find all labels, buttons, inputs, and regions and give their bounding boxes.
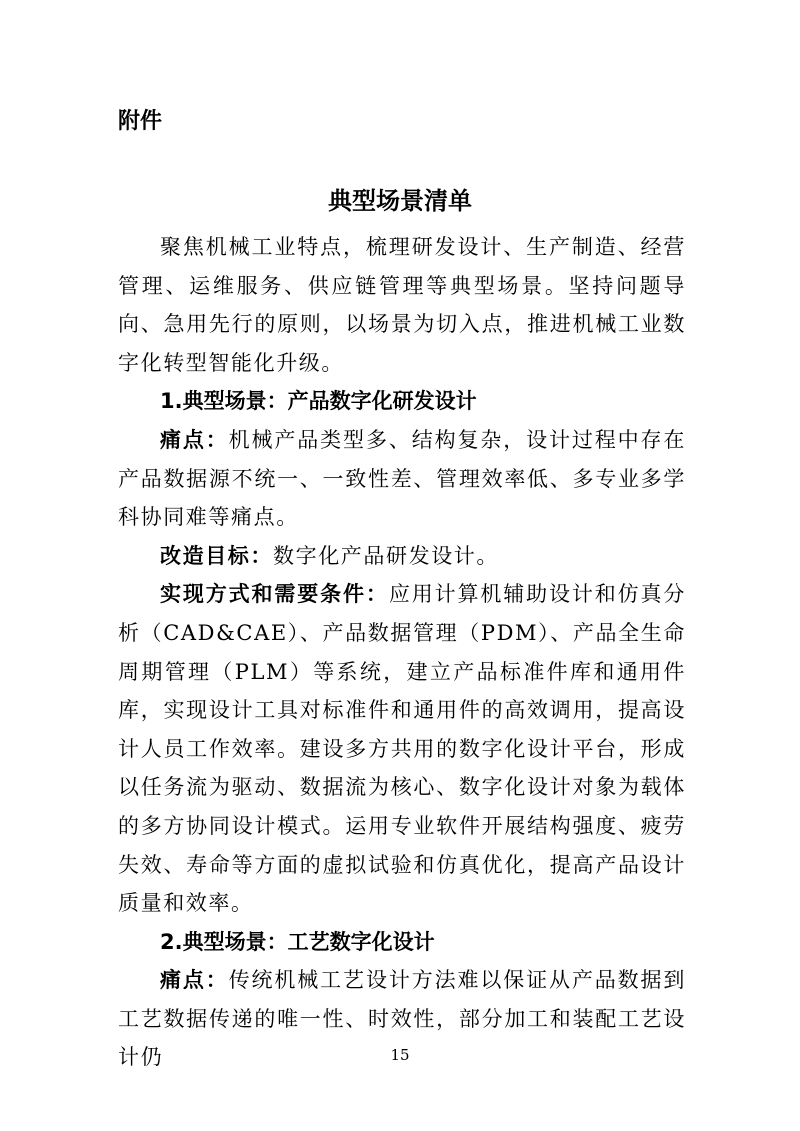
section-1-pain-paragraph	[118, 421, 686, 537]
section-1-method-paragraph	[118, 575, 686, 922]
section-1-goal-text: 数字化产品研发设计。	[273, 543, 499, 568]
section-1-pain-text: 机械产品类型多、结构复杂，设计过程中存在产品数据源不统一、一致性差、管理效率低、多专业多学科协同难等痛点。	[118, 427, 686, 530]
intro-paragraph: 聚焦机械工业特点，梳理研发设计、生产制造、经营管理、运维服务、供应链管理等典型场景。坚持问题导向、急用先行的原则，以场景为切入点，推进机械工业数字化转型智能化升级。	[118, 235, 686, 375]
attachment-label: 附件	[118, 109, 163, 134]
section-2-pain-label: 痛点：	[160, 967, 229, 993]
page-title: 典型场景清单	[328, 186, 472, 215]
section-2-heading: 2.典型场景：工艺数字化设计	[160, 929, 435, 954]
page-number: 15	[390, 1046, 410, 1064]
section-1-method-label: 实现方式和需要条件：	[160, 581, 389, 607]
section-1-goal-label: 改造目标：	[160, 542, 273, 568]
section-1-goal-paragraph	[118, 537, 686, 576]
document-body	[118, 228, 686, 1077]
section-1-method-text: 应用计算机辅助设计和仿真分析（CAD&CAE）、产品数据管理（PDM）、产品全生命周期管理（PLM）等系统，建立产品标准件库和通用件库，实现设计工具对标准件和通用件的高效调用，提高设计人员工作效率。建设多方共用的数字化设计平台，形成以任务流为驱动、数据流为核心、数字化设计对象为载体的多方协同设计模式。运用专业软件开展结构强度、疲劳失效、寿命等方面的虚拟试验和仿真优化，提高产品设计质量和效率。	[118, 582, 686, 916]
section-2-pain-text: 传统机械工艺设计方法难以保证从产品数据到工艺数据传递的唯一性、时效性，部分加工和装配工艺设计仍	[118, 968, 686, 1070]
section-1-pain-label: 痛点：	[160, 426, 229, 452]
section-1-heading: 1.典型场景：产品数字化研发设计	[160, 389, 477, 414]
